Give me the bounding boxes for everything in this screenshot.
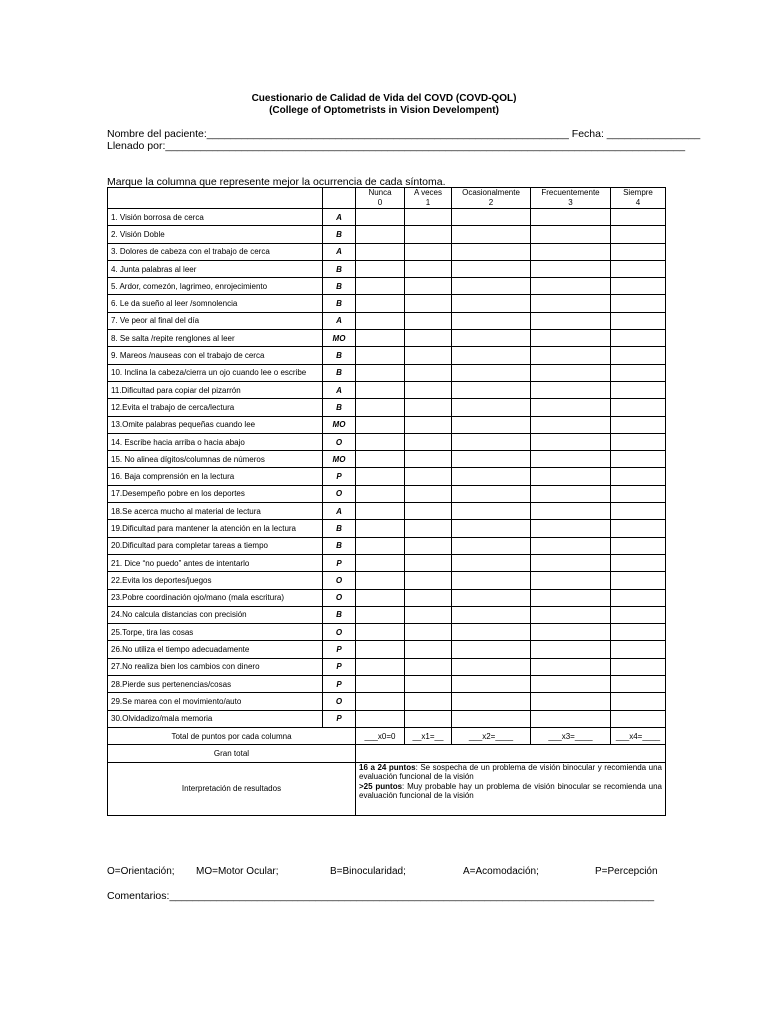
answer-cell-2[interactable] <box>452 624 531 641</box>
answer-cell-0[interactable] <box>356 416 405 433</box>
legend-orientacion: O=Orientación; <box>107 866 175 877</box>
answer-cell-3[interactable] <box>531 589 611 606</box>
title-line-1: Cuestionario de Calidad de Vida del COVD (COVD-QOL) <box>251 93 517 104</box>
answer-cell-4[interactable] <box>611 278 666 295</box>
total-cell-0[interactable]: ___x0=0 <box>356 727 405 744</box>
answer-cell-0[interactable] <box>356 278 405 295</box>
symptom-code: O <box>323 589 356 606</box>
answer-cell-1[interactable] <box>405 641 452 658</box>
answer-cell-4[interactable] <box>611 641 666 658</box>
table-row <box>108 693 666 710</box>
symptom-text: 28.Pierde sus pertenencias/cosas <box>108 676 323 693</box>
answer-cell-2[interactable] <box>452 278 531 295</box>
table-row <box>108 554 666 571</box>
answer-cell-4[interactable] <box>611 676 666 693</box>
answer-cell-1[interactable] <box>405 278 452 295</box>
totals-row <box>108 727 666 744</box>
document-title <box>0 93 768 117</box>
table-row <box>108 226 666 243</box>
symptom-text: 24.No calcula distancias con precisión <box>108 606 323 623</box>
answer-cell-0[interactable] <box>356 554 405 571</box>
answer-cell-4[interactable] <box>611 503 666 520</box>
table-row <box>108 451 666 468</box>
answer-cell-3[interactable] <box>531 485 611 502</box>
answer-cell-4[interactable] <box>611 606 666 623</box>
answer-cell-3[interactable] <box>531 330 611 347</box>
symptom-code: O <box>323 624 356 641</box>
answer-cell-3[interactable] <box>531 606 611 623</box>
symptom-code: O <box>323 485 356 502</box>
answer-cell-1[interactable] <box>405 676 452 693</box>
symptom-text: 22.Evita los deportes/juegos <box>108 572 323 589</box>
answer-cell-0[interactable] <box>356 451 405 468</box>
symptom-text: 30.Olvidadizo/mala memoria <box>108 710 323 727</box>
answer-cell-4[interactable] <box>611 468 666 485</box>
answer-cell-2[interactable] <box>452 364 531 381</box>
answer-cell-1[interactable] <box>405 624 452 641</box>
symptom-text: 12.Evita el trabajo de cerca/lectura <box>108 399 323 416</box>
answer-cell-4[interactable] <box>611 416 666 433</box>
answer-cell-2[interactable] <box>452 572 531 589</box>
answer-cell-3[interactable] <box>531 554 611 571</box>
answer-cell-2[interactable] <box>452 433 531 450</box>
answer-cell-2[interactable] <box>452 468 531 485</box>
symptom-code: P <box>323 658 356 675</box>
symptom-code: P <box>323 468 356 485</box>
answer-cell-1[interactable] <box>405 503 452 520</box>
symptom-code: O <box>323 572 356 589</box>
table-row <box>108 676 666 693</box>
symptom-text: 4. Junta palabras al leer <box>108 260 323 277</box>
header-frecuentemente: Frecuentemente 3 <box>531 188 611 209</box>
answer-cell-2[interactable] <box>452 295 531 312</box>
answer-cell-0[interactable] <box>356 433 405 450</box>
table-row <box>108 347 666 364</box>
answer-cell-2[interactable] <box>452 676 531 693</box>
answer-cell-3[interactable] <box>531 503 611 520</box>
answer-cell-1[interactable] <box>405 347 452 364</box>
answer-cell-3[interactable] <box>531 676 611 693</box>
questionnaire-table <box>107 187 666 816</box>
answer-cell-2[interactable] <box>452 520 531 537</box>
answer-cell-1[interactable] <box>405 606 452 623</box>
table-row <box>108 641 666 658</box>
legend-motor-ocular: MO=Motor Ocular; <box>196 866 279 877</box>
answer-cell-4[interactable] <box>611 520 666 537</box>
answer-cell-1[interactable] <box>405 243 452 260</box>
answer-cell-4[interactable] <box>611 312 666 329</box>
symptom-text: 18.Se acerca mucho al material de lectura <box>108 503 323 520</box>
symptom-code: MO <box>323 330 356 347</box>
comments-field[interactable]: Comentarios:___________________________________________________________________________________ <box>107 890 655 902</box>
answer-cell-3[interactable] <box>531 451 611 468</box>
answer-cell-1[interactable] <box>405 312 452 329</box>
header-a-veces: A veces 1 <box>405 188 452 209</box>
answer-cell-3[interactable] <box>531 624 611 641</box>
table-row <box>108 572 666 589</box>
answer-cell-3[interactable] <box>531 226 611 243</box>
answer-cell-3[interactable] <box>531 693 611 710</box>
header-row <box>108 188 666 209</box>
answer-cell-0[interactable] <box>356 295 405 312</box>
answer-cell-2[interactable] <box>452 416 531 433</box>
answer-cell-2[interactable] <box>452 554 531 571</box>
interpretation-label: Interpretación de resultados <box>108 762 356 815</box>
table-row <box>108 295 666 312</box>
answer-cell-0[interactable] <box>356 399 405 416</box>
symptom-text: 17.Desempeño pobre en los deportes <box>108 485 323 502</box>
table-row <box>108 589 666 606</box>
symptom-text: 16. Baja comprensión en la lectura <box>108 468 323 485</box>
symptom-code: O <box>323 693 356 710</box>
answer-cell-0[interactable] <box>356 693 405 710</box>
symptom-code: B <box>323 260 356 277</box>
table-row <box>108 710 666 727</box>
symptom-code: B <box>323 537 356 554</box>
answer-cell-0[interactable] <box>356 606 405 623</box>
symptom-code: O <box>323 433 356 450</box>
answer-cell-1[interactable] <box>405 693 452 710</box>
grand-total-label: Gran total <box>108 745 356 762</box>
table-row <box>108 537 666 554</box>
total-cell-1[interactable]: __x1=__ <box>405 727 452 744</box>
table-row <box>108 381 666 398</box>
answer-cell-4[interactable] <box>611 399 666 416</box>
answer-cell-2[interactable] <box>452 209 531 226</box>
answer-cell-1[interactable] <box>405 485 452 502</box>
table-row <box>108 416 666 433</box>
answer-cell-4[interactable] <box>611 330 666 347</box>
answer-cell-0[interactable] <box>356 520 405 537</box>
answer-cell-4[interactable] <box>611 710 666 727</box>
patient-name-field[interactable]: Nombre del paciente:______________________________________________________________ Fecha: ________________ <box>107 128 701 140</box>
answer-cell-0[interactable] <box>356 260 405 277</box>
answer-cell-1[interactable] <box>405 226 452 243</box>
answer-cell-3[interactable] <box>531 468 611 485</box>
symptom-code: A <box>323 209 356 226</box>
answer-cell-4[interactable] <box>611 658 666 675</box>
answer-cell-0[interactable] <box>356 347 405 364</box>
total-cell-2[interactable]: ___x2=____ <box>452 727 531 744</box>
answer-cell-2[interactable] <box>452 537 531 554</box>
answer-cell-1[interactable] <box>405 399 452 416</box>
table-row <box>108 312 666 329</box>
answer-cell-2[interactable] <box>452 243 531 260</box>
symptom-text: 20.Dificultad para completar tareas a tiempo <box>108 537 323 554</box>
answer-cell-2[interactable] <box>452 606 531 623</box>
symptom-code: B <box>323 295 356 312</box>
answer-cell-2[interactable] <box>452 589 531 606</box>
header-ocasionalmente: Ocasionalmente 2 <box>452 188 531 209</box>
answer-cell-1[interactable] <box>405 433 452 450</box>
answer-cell-4[interactable] <box>611 243 666 260</box>
answer-cell-2[interactable] <box>452 658 531 675</box>
symptom-text: 25.Torpe, tira las cosas <box>108 624 323 641</box>
answer-cell-2[interactable] <box>452 485 531 502</box>
answer-cell-3[interactable] <box>531 399 611 416</box>
answer-cell-0[interactable] <box>356 641 405 658</box>
answer-cell-1[interactable] <box>405 260 452 277</box>
answer-cell-3[interactable] <box>531 658 611 675</box>
table-row <box>108 243 666 260</box>
answer-cell-3[interactable] <box>531 381 611 398</box>
answer-cell-4[interactable] <box>611 537 666 554</box>
answer-cell-1[interactable] <box>405 416 452 433</box>
symptom-code: B <box>323 278 356 295</box>
legend-binocularidad: B=Binocularidad; <box>330 866 406 877</box>
symptom-code: P <box>323 710 356 727</box>
answer-cell-0[interactable] <box>356 710 405 727</box>
answer-cell-4[interactable] <box>611 554 666 571</box>
answer-cell-3[interactable] <box>531 520 611 537</box>
symptom-text: 15. No alinea dígitos/columnas de números <box>108 451 323 468</box>
answer-cell-0[interactable] <box>356 537 405 554</box>
answer-cell-0[interactable] <box>356 209 405 226</box>
symptom-text: 23.Pobre coordinación ojo/mano (mala escritura) <box>108 589 323 606</box>
table-row <box>108 209 666 226</box>
table-row <box>108 330 666 347</box>
answer-cell-4[interactable] <box>611 260 666 277</box>
legend-percepcion: P=Percepción <box>595 866 658 877</box>
answer-cell-4[interactable] <box>611 693 666 710</box>
answer-cell-0[interactable] <box>356 468 405 485</box>
table-row <box>108 433 666 450</box>
answer-cell-1[interactable] <box>405 658 452 675</box>
legend-acomodacion: A=Acomodación; <box>463 866 539 877</box>
answer-cell-4[interactable] <box>611 295 666 312</box>
answer-cell-2[interactable] <box>452 710 531 727</box>
answer-cell-2[interactable] <box>452 347 531 364</box>
symptom-code: MO <box>323 416 356 433</box>
answer-cell-0[interactable] <box>356 589 405 606</box>
answer-cell-0[interactable] <box>356 624 405 641</box>
symptom-code: P <box>323 676 356 693</box>
answer-cell-3[interactable] <box>531 278 611 295</box>
answer-cell-2[interactable] <box>452 260 531 277</box>
answer-cell-4[interactable] <box>611 433 666 450</box>
answer-cell-2[interactable] <box>452 330 531 347</box>
symptom-text: 27.No realiza bien los cambios con dinero <box>108 658 323 675</box>
answer-cell-3[interactable] <box>531 641 611 658</box>
answer-cell-1[interactable] <box>405 330 452 347</box>
answer-cell-0[interactable] <box>356 485 405 502</box>
answer-cell-0[interactable] <box>356 243 405 260</box>
filled-by-field[interactable]: Llenado por:_________________________________________________________________________________________ <box>107 140 686 152</box>
table-row <box>108 364 666 381</box>
answer-cell-3[interactable] <box>531 364 611 381</box>
table-row <box>108 485 666 502</box>
symptom-text: 19.Dificultad para mantener la atención en la lectura <box>108 520 323 537</box>
table-row <box>108 520 666 537</box>
answer-cell-3[interactable] <box>531 433 611 450</box>
answer-cell-3[interactable] <box>531 416 611 433</box>
symptom-code: B <box>323 606 356 623</box>
answer-cell-0[interactable] <box>356 381 405 398</box>
answer-cell-1[interactable] <box>405 468 452 485</box>
answer-cell-0[interactable] <box>356 364 405 381</box>
answer-cell-1[interactable] <box>405 364 452 381</box>
table-row <box>108 260 666 277</box>
answer-cell-3[interactable] <box>531 209 611 226</box>
answer-cell-3[interactable] <box>531 537 611 554</box>
header-code-blank <box>323 188 356 209</box>
answer-cell-0[interactable] <box>356 226 405 243</box>
symptom-text: 13.Omite palabras pequeñas cuando lee <box>108 416 323 433</box>
symptom-text: 7. Ve peor al final del día <box>108 312 323 329</box>
answer-cell-0[interactable] <box>356 330 405 347</box>
symptom-code: A <box>323 503 356 520</box>
table-row <box>108 278 666 295</box>
answer-cell-1[interactable] <box>405 537 452 554</box>
symptom-code: B <box>323 520 356 537</box>
answer-cell-1[interactable] <box>405 381 452 398</box>
answer-cell-2[interactable] <box>452 503 531 520</box>
header-blank <box>108 188 323 209</box>
table-row <box>108 658 666 675</box>
symptom-code: P <box>323 641 356 658</box>
answer-cell-2[interactable] <box>452 381 531 398</box>
answer-cell-4[interactable] <box>611 226 666 243</box>
answer-cell-1[interactable] <box>405 710 452 727</box>
symptom-text: 11.Dificultad para copiar del pizarrón <box>108 381 323 398</box>
answer-cell-4[interactable] <box>611 381 666 398</box>
symptom-text: 5. Ardor, comezón, lagrimeo, enrojecimiento <box>108 278 323 295</box>
table-row <box>108 468 666 485</box>
answer-cell-1[interactable] <box>405 209 452 226</box>
symptom-text: 3. Dolores de cabeza con el trabajo de cerca <box>108 243 323 260</box>
answer-cell-4[interactable] <box>611 209 666 226</box>
symptom-text: 21. Dice “no puedo” antes de intentarlo <box>108 554 323 571</box>
instruction-text: Marque la columna que represente mejor la ocurrencia de cada síntoma. <box>107 176 446 188</box>
symptom-text: 26.No utiliza el tiempo adecuadamente <box>108 641 323 658</box>
answer-cell-1[interactable] <box>405 520 452 537</box>
table-row <box>108 399 666 416</box>
symptom-text: 2. Visión Doble <box>108 226 323 243</box>
symptom-code: A <box>323 381 356 398</box>
grand-total-value[interactable] <box>356 745 666 762</box>
answer-cell-2[interactable] <box>452 226 531 243</box>
answer-cell-4[interactable] <box>611 572 666 589</box>
answer-cell-4[interactable] <box>611 589 666 606</box>
symptom-text: 14. Escribe hacia arriba o hacia abajo <box>108 433 323 450</box>
table-row <box>108 503 666 520</box>
answer-cell-2[interactable] <box>452 312 531 329</box>
total-cell-3[interactable]: ___x3=____ <box>531 727 611 744</box>
symptom-code: MO <box>323 451 356 468</box>
answer-cell-0[interactable] <box>356 658 405 675</box>
title-line-2: (College of Optometrists in Vision Develompent) <box>269 105 499 116</box>
total-cell-4[interactable]: ___x4=____ <box>611 727 666 744</box>
header-nunca: Nunca 0 <box>356 188 405 209</box>
symptom-code: P <box>323 554 356 571</box>
answer-cell-3[interactable] <box>531 260 611 277</box>
answer-cell-4[interactable] <box>611 485 666 502</box>
answer-cell-3[interactable] <box>531 572 611 589</box>
symptom-code: B <box>323 364 356 381</box>
answer-cell-4[interactable] <box>611 347 666 364</box>
grand-total-row <box>108 745 666 762</box>
answer-cell-3[interactable] <box>531 295 611 312</box>
answer-cell-0[interactable] <box>356 503 405 520</box>
table-row <box>108 624 666 641</box>
answer-cell-4[interactable] <box>611 364 666 381</box>
symptom-text: 8. Se salta /repite renglones al leer <box>108 330 323 347</box>
answer-cell-0[interactable] <box>356 676 405 693</box>
answer-cell-3[interactable] <box>531 312 611 329</box>
symptom-text: 1. Visión borrosa de cerca <box>108 209 323 226</box>
answer-cell-4[interactable] <box>611 624 666 641</box>
answer-cell-2[interactable] <box>452 641 531 658</box>
answer-cell-4[interactable] <box>611 451 666 468</box>
answer-cell-3[interactable] <box>531 710 611 727</box>
answer-cell-1[interactable] <box>405 554 452 571</box>
interpretation-text: 16 a 24 puntos: Se sospecha de un problema de visión binocular y recomienda una evaluación funcional de la visión >25 puntos: Muy probable hay un problema de visión binocular se recomienda una evaluación funcional de la visión <box>356 762 666 815</box>
symptom-code: B <box>323 399 356 416</box>
symptom-text: 10. Inclina la cabeza/cierra un ojo cuando lee o escribe <box>108 364 323 381</box>
header-siempre: Siempre 4 <box>611 188 666 209</box>
answer-cell-1[interactable] <box>405 451 452 468</box>
symptom-text: 9. Mareos /nauseas con el trabajo de cerca <box>108 347 323 364</box>
answer-cell-1[interactable] <box>405 572 452 589</box>
answer-cell-0[interactable] <box>356 312 405 329</box>
answer-cell-0[interactable] <box>356 572 405 589</box>
symptom-code: A <box>323 312 356 329</box>
answer-cell-1[interactable] <box>405 295 452 312</box>
symptom-code: B <box>323 226 356 243</box>
answer-cell-2[interactable] <box>452 399 531 416</box>
symptom-code: B <box>323 347 356 364</box>
interpretation-row <box>108 762 666 815</box>
answer-cell-2[interactable] <box>452 693 531 710</box>
answer-cell-3[interactable] <box>531 347 611 364</box>
answer-cell-1[interactable] <box>405 589 452 606</box>
symptom-text: 6. Le da sueño al leer /somnolencia <box>108 295 323 312</box>
answer-cell-3[interactable] <box>531 243 611 260</box>
symptom-text: 29.Se marea con el movimiento/auto <box>108 693 323 710</box>
symptom-code: A <box>323 243 356 260</box>
table-row <box>108 606 666 623</box>
answer-cell-2[interactable] <box>452 451 531 468</box>
totals-label: Total de puntos por cada columna <box>108 727 356 744</box>
